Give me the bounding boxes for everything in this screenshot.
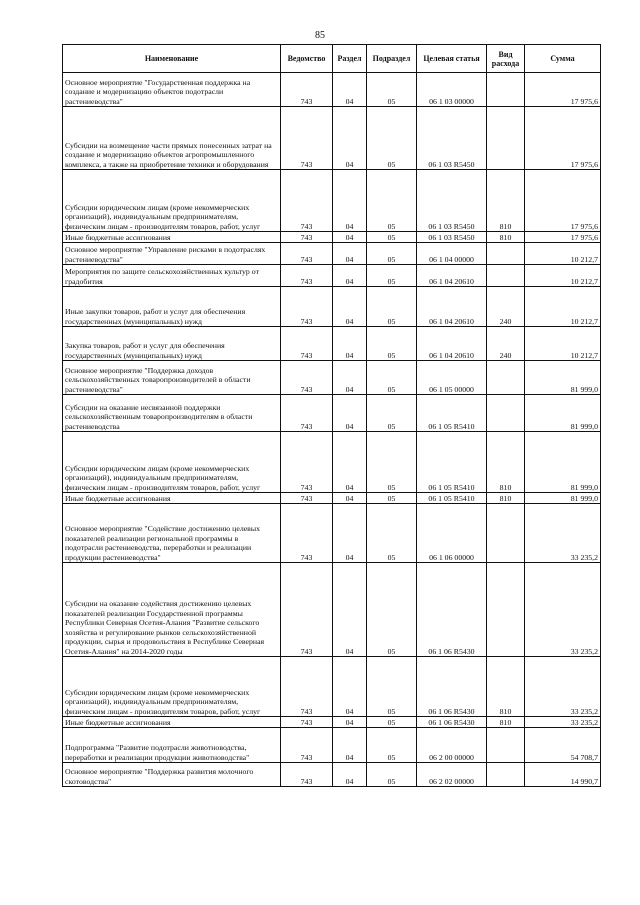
row-expense-type [487, 73, 525, 107]
row-vedomstvo: 743 [281, 728, 333, 763]
row-target-article: 06 1 04 00000 [417, 243, 487, 265]
row-target-article: 06 1 03 R5450 [417, 107, 487, 170]
row-target-article: 06 1 06 00000 [417, 504, 487, 563]
table-row [63, 73, 601, 107]
row-sum: 10 212,7 [525, 287, 601, 327]
row-name: Иные бюджетные ассигнования [63, 493, 281, 504]
row-vedomstvo: 743 [281, 504, 333, 563]
row-target-article: 06 1 04 20610 [417, 287, 487, 327]
row-name: Основное мероприятие "Поддержка развития молочного скотоводства" [63, 763, 281, 787]
row-razdel: 04 [333, 717, 367, 728]
row-expense-type: 810 [487, 493, 525, 504]
row-target-article: 06 1 05 R5410 [417, 395, 487, 432]
table-header-row [63, 45, 601, 73]
page-number: 85 [315, 30, 325, 41]
row-vedomstvo: 743 [281, 265, 333, 287]
header-sum: Сумма [525, 45, 601, 73]
table-row [63, 717, 601, 728]
row-sum: 81 999,0 [525, 361, 601, 395]
row-podrazdel: 05 [367, 73, 417, 107]
row-target-article: 06 2 00 00000 [417, 728, 487, 763]
row-sum: 81 999,0 [525, 395, 601, 432]
row-razdel: 04 [333, 361, 367, 395]
table-row [63, 265, 601, 287]
row-vedomstvo: 743 [281, 327, 333, 361]
row-podrazdel: 05 [367, 232, 417, 243]
table-row [63, 170, 601, 232]
row-razdel: 04 [333, 265, 367, 287]
row-name: Мероприятия по защите сельскохозяйственных культур от градобития [63, 265, 281, 287]
header-name: Наименование [63, 45, 281, 73]
row-expense-type: 240 [487, 327, 525, 361]
row-name: Субсидии на оказание содействия достижению целевых показателей реализации Государственной программы Республики Северная Осетия-Алания "Развитие сельского хозяйства и регулирование рынков сельскохозяйственной продукции, сырья и продовольствия в Республике Северная Осетия-Алания" на 2014-2020 годы [63, 563, 281, 657]
row-razdel: 04 [333, 73, 367, 107]
row-podrazdel: 05 [367, 361, 417, 395]
table-row [63, 657, 601, 717]
row-podrazdel: 05 [367, 728, 417, 763]
row-vedomstvo: 743 [281, 73, 333, 107]
row-sum: 33 235,2 [525, 717, 601, 728]
row-name: Подпрограмма "Развитие подотрасли животноводства, переработки и реализации продукции животноводства" [63, 728, 281, 763]
row-name: Субсидии юридическим лицам (кроме некоммерческих организаций), индивидуальным предпринимателям, физическим лицам - производителям товаров, работ, услуг [63, 170, 281, 232]
table-row [63, 327, 601, 361]
row-podrazdel: 05 [367, 395, 417, 432]
row-vedomstvo: 743 [281, 493, 333, 504]
row-vedomstvo: 743 [281, 563, 333, 657]
row-expense-type [487, 763, 525, 787]
table-row [63, 243, 601, 265]
row-name: Основное мероприятие "Содействие достижению целевых показателей реализации региональной программы в подотрасли растениеводства, переработки и реализации продукции растениеводства" [63, 504, 281, 563]
row-podrazdel: 05 [367, 265, 417, 287]
row-razdel: 04 [333, 327, 367, 361]
header-vedomstvo: Ведомство [281, 45, 333, 73]
row-target-article: 06 1 03 R5450 [417, 232, 487, 243]
row-name: Субсидии юридическим лицам (кроме некоммерческих организаций), индивидуальным предпринимателям, физическим лицам - производителям товаров, работ, услуг [63, 657, 281, 717]
row-sum: 54 708,7 [525, 728, 601, 763]
row-name: Основное мероприятие "Поддержка доходов сельскохозяйственных товаропроизводителей в области растениеводства" [63, 361, 281, 395]
row-expense-type [487, 504, 525, 563]
row-razdel: 04 [333, 504, 367, 563]
row-razdel: 04 [333, 563, 367, 657]
row-expense-type: 240 [487, 287, 525, 327]
row-vedomstvo: 743 [281, 763, 333, 787]
row-expense-type [487, 563, 525, 657]
row-vedomstvo: 743 [281, 432, 333, 493]
row-name: Закупка товаров, работ и услуг для обеспечения государственных (муниципальных) нужд [63, 327, 281, 361]
row-podrazdel: 05 [367, 717, 417, 728]
row-name: Субсидии юридическим лицам (кроме некоммерческих организаций), индивидуальным предпринимателям, физическим лицам - производителям товаров, работ, услуг [63, 432, 281, 493]
row-vedomstvo: 743 [281, 243, 333, 265]
row-podrazdel: 05 [367, 243, 417, 265]
row-vedomstvo: 743 [281, 717, 333, 728]
row-razdel: 04 [333, 763, 367, 787]
row-podrazdel: 05 [367, 327, 417, 361]
row-podrazdel: 05 [367, 432, 417, 493]
row-target-article: 06 1 06 R5430 [417, 563, 487, 657]
row-sum: 81 999,0 [525, 432, 601, 493]
row-razdel: 04 [333, 728, 367, 763]
row-target-article: 06 1 04 20610 [417, 327, 487, 361]
row-target-article: 06 1 04 20610 [417, 265, 487, 287]
table-row [63, 763, 601, 787]
row-expense-type: 810 [487, 232, 525, 243]
row-target-article: 06 1 05 R5410 [417, 493, 487, 504]
table-row [63, 395, 601, 432]
row-podrazdel: 05 [367, 493, 417, 504]
row-podrazdel: 05 [367, 563, 417, 657]
row-vedomstvo: 743 [281, 170, 333, 232]
row-sum: 10 212,7 [525, 327, 601, 361]
header-razdel: Раздел [333, 45, 367, 73]
row-expense-type [487, 728, 525, 763]
table-row [63, 432, 601, 493]
row-expense-type: 810 [487, 170, 525, 232]
table-row [63, 287, 601, 327]
row-expense-type [487, 107, 525, 170]
row-razdel: 04 [333, 395, 367, 432]
row-target-article: 06 1 05 R5410 [417, 432, 487, 493]
row-name: Субсидии на оказание несвязанной поддержки сельскохозяйственным товаропроизводителям в области растениеводства [63, 395, 281, 432]
row-target-article: 06 1 03 00000 [417, 73, 487, 107]
table-row [63, 361, 601, 395]
row-razdel: 04 [333, 170, 367, 232]
row-sum: 10 212,7 [525, 265, 601, 287]
table-row [63, 563, 601, 657]
row-vedomstvo: 743 [281, 107, 333, 170]
row-name: Иные бюджетные ассигнования [63, 232, 281, 243]
row-expense-type [487, 243, 525, 265]
table-row [63, 493, 601, 504]
row-razdel: 04 [333, 287, 367, 327]
header-expense-type: Вид расхода [487, 45, 525, 73]
row-target-article: 06 1 05 00000 [417, 361, 487, 395]
table-row [63, 107, 601, 170]
row-expense-type [487, 361, 525, 395]
row-razdel: 04 [333, 232, 367, 243]
row-expense-type: 810 [487, 717, 525, 728]
row-name: Иные бюджетные ассигнования [63, 717, 281, 728]
row-podrazdel: 05 [367, 170, 417, 232]
row-expense-type [487, 265, 525, 287]
row-vedomstvo: 743 [281, 395, 333, 432]
row-sum: 33 235,2 [525, 563, 601, 657]
row-expense-type [487, 395, 525, 432]
row-vedomstvo: 743 [281, 287, 333, 327]
row-podrazdel: 05 [367, 504, 417, 563]
row-razdel: 04 [333, 657, 367, 717]
row-vedomstvo: 743 [281, 361, 333, 395]
row-target-article: 06 2 02 00000 [417, 763, 487, 787]
row-sum: 17 975,6 [525, 73, 601, 107]
row-sum: 17 975,6 [525, 107, 601, 170]
header-target-article: Целевая статья [417, 45, 487, 73]
row-expense-type: 810 [487, 657, 525, 717]
row-target-article: 06 1 06 R5430 [417, 717, 487, 728]
table-row [63, 728, 601, 763]
row-name: Основное мероприятие "Государственная поддержка на создание и модернизацию объектов подотрасли растениеводства" [63, 73, 281, 107]
row-sum: 10 212,7 [525, 243, 601, 265]
row-vedomstvo: 743 [281, 232, 333, 243]
row-target-article: 06 1 03 R5450 [417, 170, 487, 232]
row-sum: 81 999,0 [525, 493, 601, 504]
row-podrazdel: 05 [367, 763, 417, 787]
row-podrazdel: 05 [367, 107, 417, 170]
row-sum: 33 235,2 [525, 504, 601, 563]
row-sum: 33 235,2 [525, 657, 601, 717]
row-name: Субсидии на возмещение части прямых понесенных затрат на создание и модернизацию объектов агропромышленного комплекса, а также на приобретение техники и оборудования [63, 107, 281, 170]
row-vedomstvo: 743 [281, 657, 333, 717]
row-sum: 14 990,7 [525, 763, 601, 787]
row-razdel: 04 [333, 243, 367, 265]
row-razdel: 04 [333, 107, 367, 170]
row-sum: 17 975,6 [525, 170, 601, 232]
row-razdel: 04 [333, 432, 367, 493]
row-sum: 17 975,6 [525, 232, 601, 243]
budget-table [62, 44, 601, 787]
row-target-article: 06 1 06 R5430 [417, 657, 487, 717]
header-podrazdel: Подраздел [367, 45, 417, 73]
table-row [63, 504, 601, 563]
row-expense-type: 810 [487, 432, 525, 493]
row-podrazdel: 05 [367, 287, 417, 327]
row-podrazdel: 05 [367, 657, 417, 717]
row-razdel: 04 [333, 493, 367, 504]
row-name: Иные закупки товаров, работ и услуг для обеспечения государственных (муниципальных) нужд [63, 287, 281, 327]
table-row [63, 232, 601, 243]
row-name: Основное мероприятие "Управление рисками в подотраслях растениеводства" [63, 243, 281, 265]
